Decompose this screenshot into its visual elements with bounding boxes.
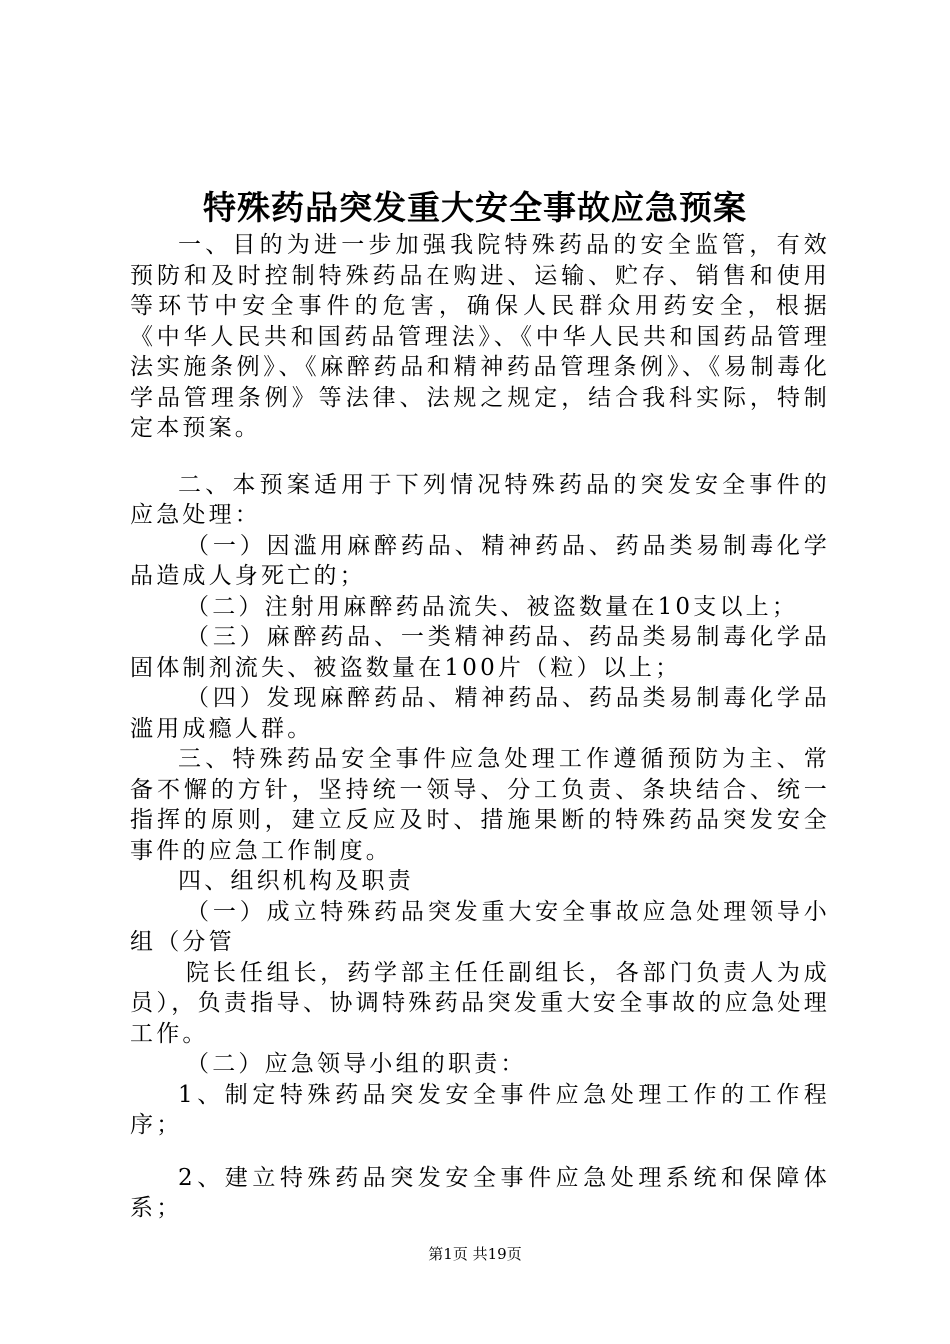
paragraph-leadership-members: 院长任组长，药学部主任任副组长，各部门负责人为成员），负责指导、协调特殊药品突发重大安全事故的应急处理工作。 xyxy=(130,959,830,1047)
paragraph-scope: 二、本预案适用于下列情况特殊药品的突发安全事件的应急处理： xyxy=(130,471,830,528)
list-item-duty-1: 1、制定特殊药品突发安全事件应急处理工作的工作程序； xyxy=(130,1081,830,1138)
list-item-scope-1: （一）因滥用麻醉药品、精神药品、药品类易制毒化学品造成人身死亡的； xyxy=(130,532,830,589)
paragraph-principles: 三、特殊药品安全事件应急处理工作遵循预防为主、常备不懈的方针，坚持统一领导、分工负责、条块结合、统一指挥的原则，建立反应及时、措施果断的特殊药品突发安全事件的应急工作制度。 xyxy=(130,746,830,864)
list-item-scope-2: （二）注射用麻醉药品流失、被盗数量在10支以上； xyxy=(186,593,799,620)
page-number-footer: 第1页 共19页 xyxy=(428,1245,522,1263)
paragraph-purpose: 一、目的为进一步加强我院特殊药品的安全监管，有效预防和及时控制特殊药品在购进、运输、贮存、销售和使用等环节中安全事件的危害，确保人民群众用药安全，根据《中华人民共和国药品管理法》、《中华人民共和国药品管理法实施条例》、《麻醉药品和精神药品管理条例》、《易制毒化学品管理条例》等法律、法规之规定，结合我科实际，特制定本预案。 xyxy=(130,232,830,441)
list-item-duty-2: 2、建立特殊药品突发安全事件应急处理系统和保障体系； xyxy=(130,1164,830,1221)
list-item-scope-4: （四）发现麻醉药品、精神药品、药品类易制毒化学品滥用成瘾人群。 xyxy=(130,685,830,742)
document-body xyxy=(130,230,830,1224)
paragraph-organization-heading: 四、组织机构及职责 xyxy=(178,868,414,894)
list-item-scope-3: （三）麻醉药品、一类精神药品、药品类易制毒化学品固体制剂流失、被盗数量在100片（粒）以上； xyxy=(130,624,830,681)
document-title: 特殊药品突发重大安全事故应急预案 xyxy=(203,188,747,227)
paragraph-leadership-group: （一）成立特殊药品突发重大安全事故应急处理领导小组（分管 xyxy=(130,898,830,955)
paragraph-duties-heading: （二）应急领导小组的职责： xyxy=(186,1051,527,1077)
